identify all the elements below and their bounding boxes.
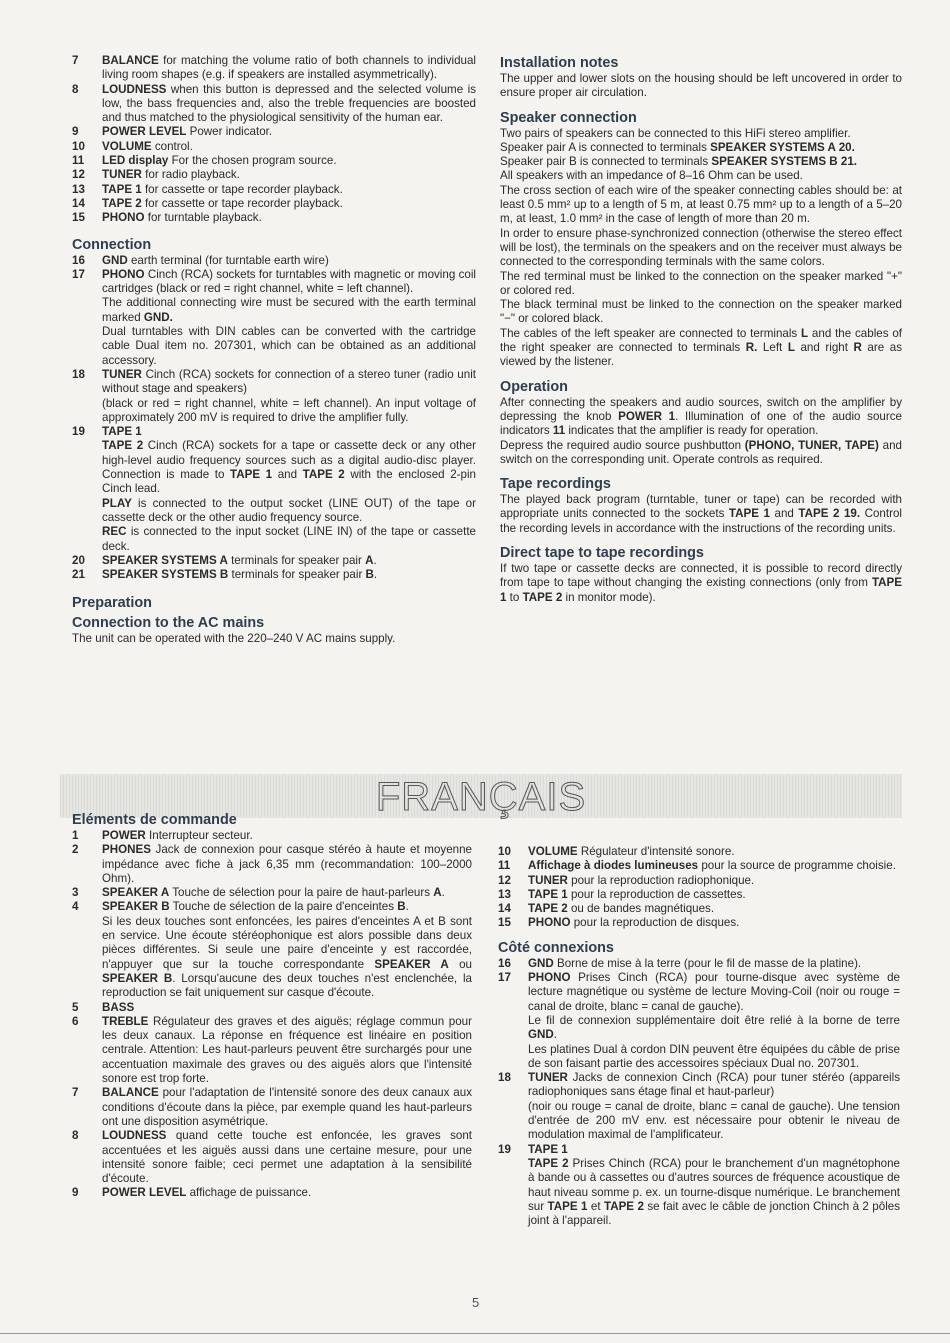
item-end-punct: . xyxy=(441,886,445,900)
speaker-paragraph: The cables of the left speaker are connected to terminals L and the cables of the right speaker are connected to terminals R. Left L and right R are as viewed by the listener. xyxy=(500,326,902,369)
tape2-paragraph: TAPE 2 Cinch (RCA) sockets for a tape or cassette deck or any other high-level audio frequency sources such as a digital audio-disc player. Connection is made to TAPE 1 and TAPE 2 with the enclosed 2-pin Cinch lead. xyxy=(102,439,476,496)
item-number: 3 xyxy=(72,886,79,900)
list-item-tuner: 18 TUNER Jacks de connexion Cinch (RCA) pour tuner stéréo (appareils radiophoniques sans étage final et haut-parleur) xyxy=(498,1071,900,1099)
item-description: for cassette or tape recorder playback. xyxy=(141,182,343,196)
list-item-speaker-systems-a: 20 SPEAKER SYSTEMS A terminals for speaker pair A. xyxy=(72,553,377,567)
page-number: 5 xyxy=(472,1295,480,1310)
speaker-paragraph: In order to ensure phase-synchronized connection (otherwise the stereo effect will be lost), the terminals on the speakers and on the receiver must always be connected to the corresponding terminals with the same colors. xyxy=(500,226,902,269)
list-item xyxy=(72,154,476,168)
tape-recordings-text: The played back program (turntable, tuner or tape) can be recorded with appropriate units connected to the sockets TAPE 1 and TAPE 2 19. Control the recording levels in accordance with the instructions of the recording units. xyxy=(500,493,902,535)
item-text xyxy=(528,916,900,930)
speaker-connection-heading: Speaker connection xyxy=(500,109,637,126)
list-item xyxy=(72,843,472,886)
item-title: POWER xyxy=(102,829,146,842)
item-number: 2 xyxy=(72,843,79,857)
bottom-rule xyxy=(0,1333,950,1334)
preparation-heading: Preparation xyxy=(72,595,152,612)
item-text xyxy=(102,168,476,182)
list-item-speaker-b: 4 SPEAKER B Touche de sélection de la paire d'enceintes B. xyxy=(72,900,409,914)
item-description: affichage de puissance. xyxy=(186,1186,312,1200)
ac-mains-heading: Connection to the AC mains xyxy=(72,615,265,632)
english-right-column xyxy=(500,54,902,605)
item-description: pour la reproduction de disques. xyxy=(570,916,740,930)
list-item xyxy=(498,859,900,873)
item-title: POWER LEVEL xyxy=(102,125,187,139)
item-title: BALANCE xyxy=(102,1086,159,1100)
speaker-paragraph: All speakers with an impedance of 8–16 Ohm can be used. xyxy=(500,169,803,183)
item-description: Jack de connexion pour casque stéréo à haute et moyenne impédance avec fiche à jack 6,35 mm (recommandation: 100–2000 Ohm). xyxy=(102,843,472,885)
speaker-b-paragraph: Si les deux touches sont enfoncées, les paires d'enceintes A et B sont en service. Une écoute stéréophonique est alors possible dans deux pièces différentes. Si seule une paire d'enceinte y est raccordée, n'appuyer que sur la touche correspondante SPEAKER A ou SPEAKER B. Lorsqu'aucune des deux touches n'est enclenchée, la reproduction se fait uniquement sur casque d'écoute. xyxy=(102,914,472,1000)
item-description: for matching the volume ratio of both channels to individual living room shapes (e.g. if speakers are installed asymmetrically). xyxy=(102,54,476,82)
item-title: TAPE 1 xyxy=(102,182,142,196)
item-description: ou de bandes magnétiques. xyxy=(567,902,715,916)
item-number: 8 xyxy=(72,1129,79,1143)
item-text xyxy=(102,843,472,886)
list-item xyxy=(72,125,476,139)
item-title: LOUDNESS xyxy=(102,82,167,96)
item-number: 15 xyxy=(498,916,511,930)
item-text xyxy=(102,183,476,197)
item-number: 8 xyxy=(72,82,79,96)
item-title: BASS xyxy=(102,1000,135,1014)
phono-paragraph: Le fil de connexion supplémentaire doit être relié à la borne de terre GND. xyxy=(528,1013,900,1042)
list-item-tape1: 19 TAPE 1 xyxy=(498,1142,568,1156)
item-text xyxy=(102,197,476,211)
list-item xyxy=(72,1086,472,1129)
item-number: 15 xyxy=(72,211,85,225)
list-item-speaker-systems-b: 21 SPEAKER SYSTEMS B terminals for speaker pair B. xyxy=(72,568,378,582)
operation-heading: Operation xyxy=(500,378,568,395)
item-title: PHONO xyxy=(102,211,145,225)
item-text xyxy=(102,1086,472,1129)
tuner-paragraph: (black or red = right channel, white = left channel). An input voltage of approximately 200 mV is required to drive the amplifier fully. xyxy=(102,396,476,424)
item-description: quand cette touche est enfoncée, les graves sont accentuées et les aiguës aussi dans une certaine mesure, pour une intensité sonore faible; ceci permet une adaptation à la sensibilité d'écoute. xyxy=(102,1129,472,1186)
item-number: 6 xyxy=(72,1014,79,1028)
tape-recordings-heading: Tape recordings xyxy=(500,476,611,493)
list-item-gnd: 16 GND earth terminal (for turntable earth wire) xyxy=(72,253,329,267)
list-item-phono: 17 PHONO Cinch (RCA) sockets for turntables with magnetic or moving coil cartridges (black or red = right channel, white = left channel). xyxy=(72,267,476,296)
list-item xyxy=(72,829,472,843)
french-right-column xyxy=(498,845,900,1228)
list-item-tape1: 19 TAPE 1 xyxy=(72,425,142,439)
item-number: 9 xyxy=(72,1186,79,1200)
list-item xyxy=(72,1186,472,1200)
item-title: TAPE 2 xyxy=(102,196,142,210)
phono-paragraph: The additional connecting wire must be secured with the earth terminal marked GND. xyxy=(102,296,476,324)
item-title: TUNER xyxy=(528,873,568,887)
item-text xyxy=(102,140,476,154)
list-item xyxy=(498,845,900,859)
controls-heading: Eléments de commande xyxy=(72,812,237,828)
item-title: TUNER xyxy=(102,168,142,182)
list-item xyxy=(72,1001,472,1015)
item-text xyxy=(102,1001,472,1015)
item-text xyxy=(102,83,476,126)
list-item-tuner: 18 TUNER Cinch (RCA) sockets for connection of a stereo tuner (radio unit without stage and speakers) xyxy=(72,367,476,396)
list-item xyxy=(498,902,900,916)
tuner-paragraph: (noir ou rouge = canal de droite, blanc = canal de gauche). Une tension d'entrée de 200 mV env. est nécessaire pour obtenir le niveau de modulation maximal de l'amplificateur. xyxy=(528,1099,900,1142)
item-text xyxy=(528,859,900,873)
list-item xyxy=(72,886,472,900)
item-number: 9 xyxy=(72,125,79,139)
item-title: BALANCE xyxy=(102,54,159,67)
list-item xyxy=(498,888,900,902)
item-title: TAPE 1 xyxy=(528,887,568,901)
list-item xyxy=(72,211,476,225)
list-item-gnd: 16 GND Borne de mise à la terre (pour le fil de masse de la platine). xyxy=(498,956,862,970)
item-number: 5 xyxy=(72,1000,79,1014)
item-description: Régulateur d'intensité sonore. xyxy=(577,845,735,858)
item-text xyxy=(102,1129,472,1186)
item-text xyxy=(102,54,476,83)
item-description: pour l'adaptation de l'intensité sonore des deux canaux aux conditions d'écoute dans la pièce, par exemple quand les haut-parleurs ont une disposition asymétrique. xyxy=(102,1086,472,1128)
item-description: control. xyxy=(151,139,193,153)
item-title: SPEAKER A xyxy=(102,886,170,900)
item-description: for cassette or tape recorder playback. xyxy=(141,196,343,210)
item-text xyxy=(102,1186,472,1200)
operation-paragraph: After connecting the speakers and audio sources, switch on the amplifier by depressing the knob POWER 1. Illumination of one of the audio source indicators 11 indicates that the amplifier is ready for operation. xyxy=(500,395,902,438)
item-text xyxy=(528,902,900,916)
item-title: Affichage à diodes lumineuses xyxy=(528,859,699,873)
item-text xyxy=(102,125,476,139)
list-item xyxy=(72,197,476,211)
installation-text: The upper and lower slots on the housing should be left uncovered in order to ensure proper air circulation. xyxy=(500,72,902,100)
item-title: TAPE 2 xyxy=(528,902,568,916)
speaker-paragraph: Speaker pair B is connected to terminals SPEAKER SYSTEMS B 21. xyxy=(500,155,857,169)
item-text xyxy=(102,829,472,843)
item-number: 7 xyxy=(72,1086,79,1100)
item-text xyxy=(102,154,476,168)
item-number: 13 xyxy=(498,887,511,901)
item-number: 10 xyxy=(72,139,85,153)
french-left-column xyxy=(72,811,472,1201)
ac-mains-text: The unit can be operated with the 220–240 V AC mains supply. xyxy=(72,632,396,646)
item-title: POWER LEVEL xyxy=(102,1186,187,1200)
item-title: LED display xyxy=(102,154,169,168)
item-number: 12 xyxy=(72,168,85,182)
list-item xyxy=(498,916,900,930)
item-title: VOLUME xyxy=(528,845,578,858)
play-paragraph: PLAY is connected to the output socket (LINE OUT) of the tape or cassette deck or the other audio frequency source. xyxy=(102,496,476,524)
item-description: Power indicator. xyxy=(186,125,273,139)
list-item xyxy=(72,183,476,197)
list-item xyxy=(72,140,476,154)
item-text xyxy=(528,845,900,859)
installation-heading: Installation notes xyxy=(500,55,619,71)
item-text xyxy=(528,874,900,888)
control-items-list xyxy=(72,54,476,226)
direct-tape-text: If two tape or cassette decks are connected, it is possible to record directly from tape to tape without changing the existing connections (only from TAPE 1 to TAPE 2 in monitor mode). xyxy=(500,562,902,604)
item-description: Régulateur des graves et des aiguës; réglage commun pour les deux canaux. La réponse en fréquence est linéaire en position centrale. Attention: Les haut-parleurs peuvent être surchargés pour une accentuation maximale des graves ou des aiguës alors que l'intensité sonore est trop forte. xyxy=(102,1014,472,1086)
item-number: 1 xyxy=(72,829,79,842)
item-number: 11 xyxy=(498,859,511,873)
item-number: 7 xyxy=(72,54,79,67)
item-description: pour la source de programme choisie. xyxy=(698,859,896,873)
phono-paragraph: Dual turntables with DIN cables can be converted with the cartridge cable Dual item no. 207301, which can be obtained as an additional accessory. xyxy=(102,325,476,367)
item-description: Interrupteur secteur. xyxy=(145,829,253,842)
operation-paragraph: Depress the required audio source pushbutton (PHONO, TUNER, TAPE) and switch on the corresponding unit. Operate controls as required. xyxy=(500,438,902,466)
item-number: 14 xyxy=(72,196,85,210)
control-items-list xyxy=(72,1001,472,1201)
item-description: Touche de sélection pour la paire de haut-parleurs xyxy=(169,886,434,900)
item-title: LOUDNESS xyxy=(102,1129,167,1143)
item-description: for radio playback. xyxy=(141,168,240,182)
direct-tape-heading: Direct tape to tape recordings xyxy=(500,545,704,562)
item-end: A xyxy=(433,886,442,900)
item-title: PHONES xyxy=(102,843,151,857)
tape2-paragraph: TAPE 2 Prises Chinch (RCA) pour le branchement d'un magnétophone à bande ou à cassettes ou d'autres sources de fréquence acoustique de haut niveau somme p. ex. un tourne-disque numérique. Le branchement sur TAPE 1 et TAPE 2 se fait avec le câble de jonction Chinch à 2 pôles joint à l'appareil. xyxy=(528,1156,901,1228)
item-text xyxy=(102,1015,472,1086)
control-items-list xyxy=(72,829,472,900)
item-number: 10 xyxy=(498,845,511,858)
item-description: when this button is depressed and the selected volume is low, the bass frequencies and, also the treble frequencies are boosted and thus matched to the physiological sensitivity of the human ear. xyxy=(102,82,476,125)
item-description: pour la reproduction de cassettes. xyxy=(567,887,746,901)
connections-heading: Côté connexions xyxy=(498,939,614,956)
speaker-paragraph: The red terminal must be linked to the connection on the speaker marked "+" or colored red. xyxy=(500,269,902,297)
item-number: 13 xyxy=(72,182,85,196)
speaker-paragraph: Speaker pair A is connected to terminals SPEAKER SYSTEMS A 20. xyxy=(500,140,855,154)
item-description: For the chosen program source. xyxy=(168,154,337,168)
english-left-column xyxy=(72,54,476,647)
rec-paragraph: REC is connected to the input socket (LINE IN) of the tape or cassette deck. xyxy=(102,525,476,553)
speaker-paragraph: Two pairs of speakers can be connected to this HiFi stereo amplifier. xyxy=(500,126,851,140)
list-item xyxy=(72,168,476,182)
list-item xyxy=(72,1129,472,1186)
list-item xyxy=(72,54,476,83)
speaker-paragraph: The black terminal must be linked to the connection on the speaker marked "−" or colored black. xyxy=(500,298,902,326)
item-text xyxy=(102,886,472,900)
item-number: 11 xyxy=(72,154,85,168)
list-item xyxy=(498,874,900,888)
item-number: 12 xyxy=(498,873,511,887)
list-item-phono: 17 PHONO Prises Cinch (RCA) pour tourne-disque avec système de lecture magnétique ou système de lecture Moving-Coil (noir ou rouge = canal de droite, blanc = canal de gauche). xyxy=(498,971,900,1013)
item-number: 14 xyxy=(498,902,511,916)
item-title: TREBLE xyxy=(102,1014,149,1028)
control-items-list xyxy=(498,845,900,931)
speaker-paragraph: The cross section of each wire of the speaker connecting cables should be: at least 0.5 mm² up to a length of 5 m, at least 0.75 mm² up to a length of a 5–20 m, at least, 1.0 mm² in the case of length of more than 20 m. xyxy=(500,183,902,226)
list-item xyxy=(72,1015,472,1086)
list-item xyxy=(72,83,476,126)
item-description: pour la reproduction radiophonique. xyxy=(567,873,755,887)
language-banner-title: FRANÇAIS xyxy=(375,775,587,819)
item-title: VOLUME xyxy=(102,139,152,153)
item-title: PHONO xyxy=(528,916,571,930)
item-text xyxy=(102,211,476,225)
item-text xyxy=(528,888,900,902)
phono-paragraph: Les platines Dual à cordon DIN peuvent être équipées du câble de prise de son faisant partie des accessoires spéciaux Dual no. 207301. xyxy=(528,1042,900,1070)
item-description: for turntable playback. xyxy=(144,211,262,225)
connection-heading: Connection xyxy=(72,236,152,253)
